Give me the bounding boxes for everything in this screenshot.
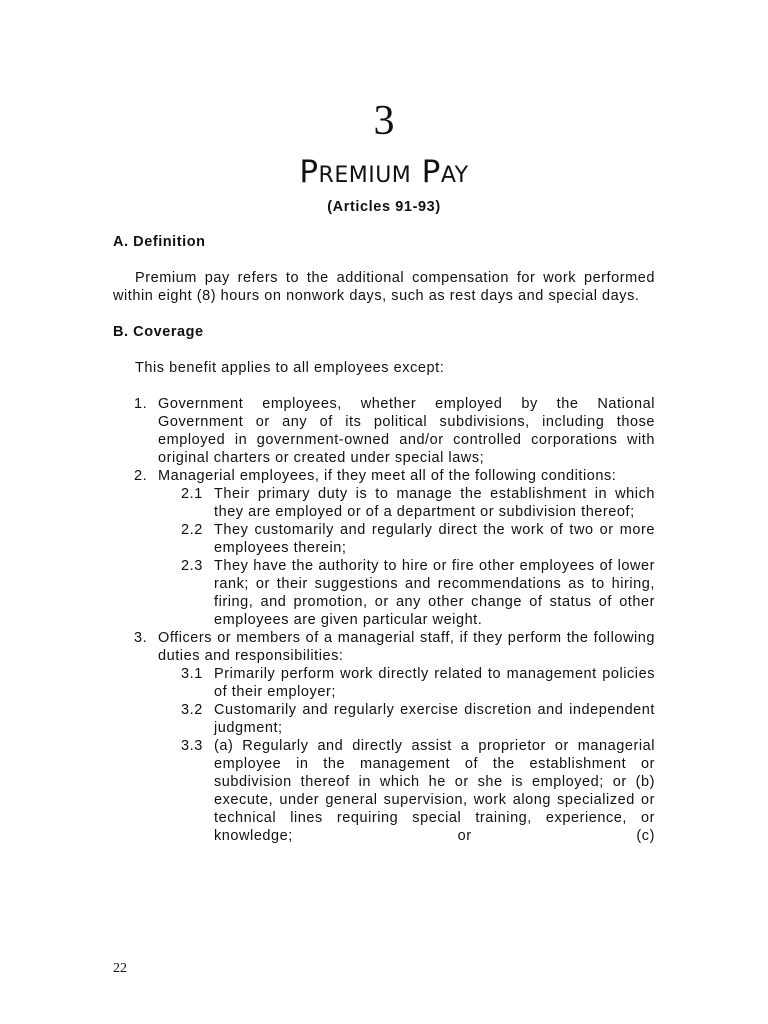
list-item <box>113 467 655 485</box>
sub-item-text: They customarily and regularly direct the work of two or more employees therein; <box>214 522 655 556</box>
list-item-number: 1. <box>134 396 148 412</box>
document-body <box>113 233 655 845</box>
exception-list <box>113 395 655 845</box>
sub-item <box>113 521 655 557</box>
sub-item <box>113 665 655 701</box>
list-item-text: Government employees, whether employed by the National Government or any of its political subdivisions, including those employed in government-owned and/or controlled corporations with original charters or created under special laws; <box>158 396 655 466</box>
sub-item-text: Primarily perform work directly related to management policies of their employer; <box>214 666 655 700</box>
sub-item <box>113 737 655 845</box>
chapter-subtitle: (Articles 91-93) <box>327 199 441 215</box>
list-item-text: Managerial employees, if they meet all of the following conditions: <box>158 468 617 484</box>
sub-item-number: 2.3 <box>181 558 203 574</box>
section-a-heading: A. Definition <box>113 234 206 250</box>
list-item <box>113 395 655 467</box>
page-number: 22 <box>113 961 127 976</box>
definition-paragraph: Premium pay refers to the additional compensation for work performed within eight (8) hours on nonwork days, such as rest days and special days. <box>113 270 655 304</box>
sub-item-text: Their primary duty is to manage the establishment in which they are employed or of a department or subdivision thereof; <box>214 486 655 520</box>
sub-item <box>113 557 655 629</box>
list-item-number: 2. <box>134 468 148 484</box>
sub-item-text: They have the authority to hire or fire other employees of lower rank; or their suggestions and recommendations as to hiring, firing, and promotion, or any other change of status of other employees are given particular weight. <box>214 558 655 628</box>
sub-item-text: Customarily and regularly exercise discretion and independent judgment; <box>214 702 655 736</box>
sub-item-number: 3.2 <box>181 702 203 718</box>
sub-item <box>113 701 655 737</box>
chapter-title: Premium Pay <box>299 154 469 190</box>
coverage-intro: This benefit applies to all employees except: <box>135 360 445 376</box>
chapter-number: 3 <box>373 98 395 144</box>
sub-item-text: (a) Regularly and directly assist a proprietor or managerial employee in the management of the establishment or subdivision thereof in which he or she is employed; or (b) execute, under general supervision, work along specialized or technical lines requiring special training, experience, or knowledge; or (c) <box>214 738 655 844</box>
list-item-number: 3. <box>134 630 148 646</box>
list-item-text: Officers or members of a managerial staff, if they perform the following duties and responsibilities: <box>158 630 655 664</box>
sub-item-number: 2.2 <box>181 522 203 538</box>
sub-item <box>113 485 655 521</box>
sub-item-number: 3.1 <box>181 666 203 682</box>
sub-item-number: 2.1 <box>181 486 203 502</box>
sub-item-number: 3.3 <box>181 738 203 754</box>
section-b-heading: B. Coverage <box>113 324 204 340</box>
list-item <box>113 629 655 665</box>
